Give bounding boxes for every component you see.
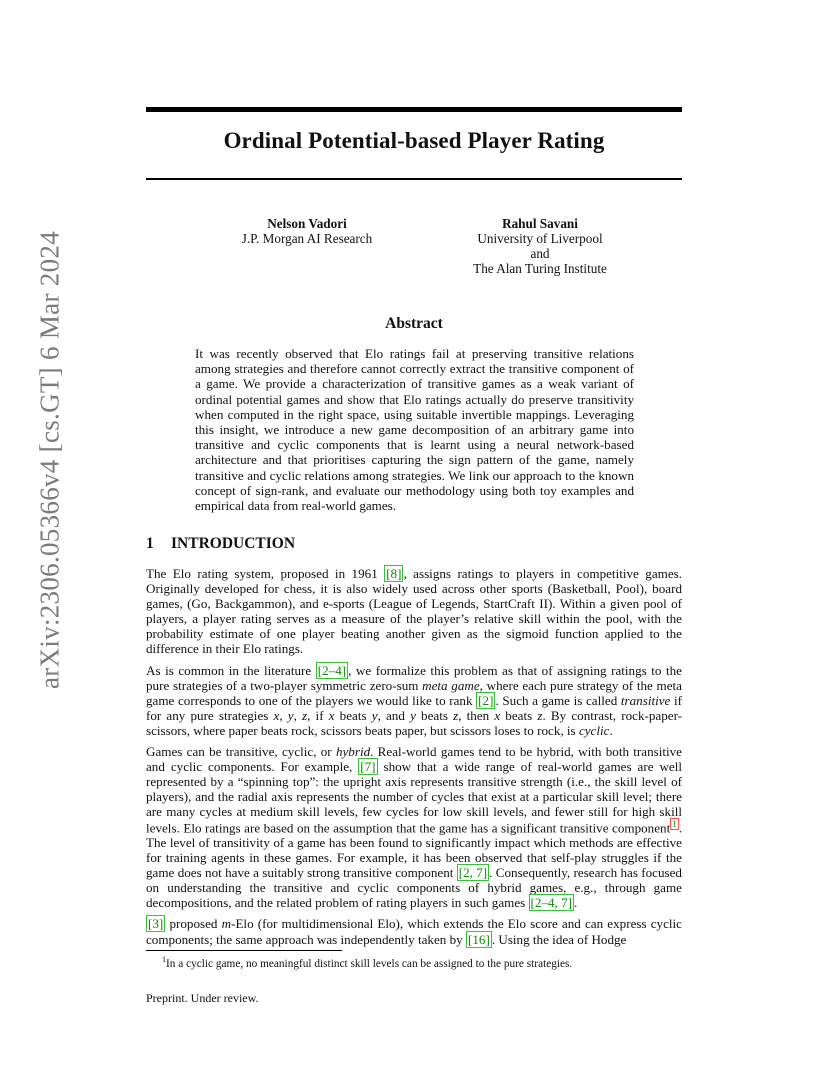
author-affiliation-and: and (530, 246, 550, 261)
author-block-2 (446, 216, 634, 276)
citation-link[interactable]: [8] (386, 566, 402, 581)
section-heading (146, 535, 295, 553)
title-bottom-rule (146, 178, 682, 180)
author-block-1 (214, 216, 400, 246)
footnote-link[interactable]: 1 (672, 818, 677, 829)
paragraph-2: As is common in the literature [2–4] , we formalize this problem as that of assigning ratings to the pure strategies of a two-player symmetric zero-sum meta game, where each pure strategy of the meta game corresponds to one of the players we would like to rank [2] . Such a game is called transitive if for any pure strategies x, y, z, if x beats y, and y beats z, then x beats z. By contrast, rock-paper-scissors, where paper beats rock, scissors beats paper, but scissors loses to rock, is cyclic. (146, 662, 683, 738)
footnote-text: In a cyclic game, no meaningful distinct skill levels can be assigned to the pure strategies. (166, 957, 573, 970)
author-affiliation: University of Liverpool (477, 231, 603, 246)
author-name: Rahul Savani (502, 216, 578, 231)
preprint-note: Preprint. Under review. (146, 991, 259, 1005)
citation-link[interactable]: [2, 7] (458, 865, 488, 881)
section-number: 1 (146, 535, 154, 552)
citation-link[interactable]: [2–4] (317, 662, 347, 678)
author-name: Nelson Vadori (267, 216, 347, 231)
author-affiliation: J.P. Morgan AI Research (241, 231, 373, 246)
paragraph-4: [3] proposed m-Elo (for multidimensional Elo), which extends the Elo score and can express cyclic components; the same approach was independently taken by [16] . Using the idea of Hodge (146, 916, 682, 947)
abstract-text: It was recently observed that Elo ratings fail at preserving transitive relations among strategies and therefore cannot correctly extract the transitive component of a game. We provide a characterization of transitive games as a weak variant of ordinal potential games and show that Elo ratings actually do preserve transitivity when computed in the right space, using suitable invertible mappings. Leveraging this insight, we introduce a new game decomposition of an arbitrary game into transitive and cyclic components that is learnt using a neural network-based architecture and that prioritises capturing the sign pattern of the game, namely transitive and cyclic relations among strategies. We link our approach to the known concept of sign-rank, and evaluate our methodology using both toy examples and empirical data from real-world games. (195, 346, 634, 514)
section-body (146, 566, 682, 953)
footnote (162, 955, 572, 970)
citation-link[interactable]: [16] (467, 931, 490, 947)
title-top-rule (146, 107, 682, 112)
paragraph-1: The Elo rating system, proposed in 1961 [8] , assigns ratings to players in competitive games. Originally developed for chess, it is also widely used across other sports (Basketball, Pool), board games, (Go, Backgammon), and e-sports (League of Legends, StartCraft II). Within a given pool of players, a player rating serves as a measure of the player’s relative skill within the pool, with the probability estimate of one player beating another given as the sigmoid function applied to the difference in their Elo ratings. (146, 566, 683, 657)
section-title: INTRODUCTION (171, 535, 296, 552)
footnote-rule (146, 950, 342, 951)
citation-link[interactable]: [2–4, 7] (530, 895, 572, 911)
citation-link[interactable]: [3] (148, 916, 164, 932)
footnote-mark: 1 (162, 955, 166, 964)
author-affiliation: The Alan Turing Institute (473, 261, 607, 276)
arxiv-side-label: arXiv:2306.05366v4 [cs.GT] 6 Mar 2024 (34, 230, 65, 690)
citation-link[interactable]: [2] (478, 692, 494, 708)
citation-link[interactable]: [7] (360, 759, 376, 775)
abstract-heading: Abstract (385, 315, 443, 332)
paper-title: Ordinal Potential-based Player Rating (223, 128, 605, 153)
paragraph-3: Games can be transitive, cyclic, or hybrid. Real-world games tend to be hybrid, with both transitive and cyclic components. For example, [7] show that a wide range of real-world games are well represented by a “spinning top”: the upright axis represents transitive strength (i.e., the skill level of players), and the radial axis represents the number of cycles that exist at a particular skill level; there are many cycles at medium skill levels, few cycles for low skill levels, and fewer still for high skill levels. Elo ratings are based on the assumption that the game has a significant transitive component $^1$ . The level of transitivity of a game has been found to significantly impact which methods are effective for training agents in these games. For example, it has been observed that self-play struggles if the game does not have a suitably strong transitive component [2, 7] . Consequently, research has focused on understanding the transitive and cyclic components of hybrid games, e.g., through game decompositions, and the related problem of rating players in such games [2–4, 7] . (146, 744, 682, 911)
